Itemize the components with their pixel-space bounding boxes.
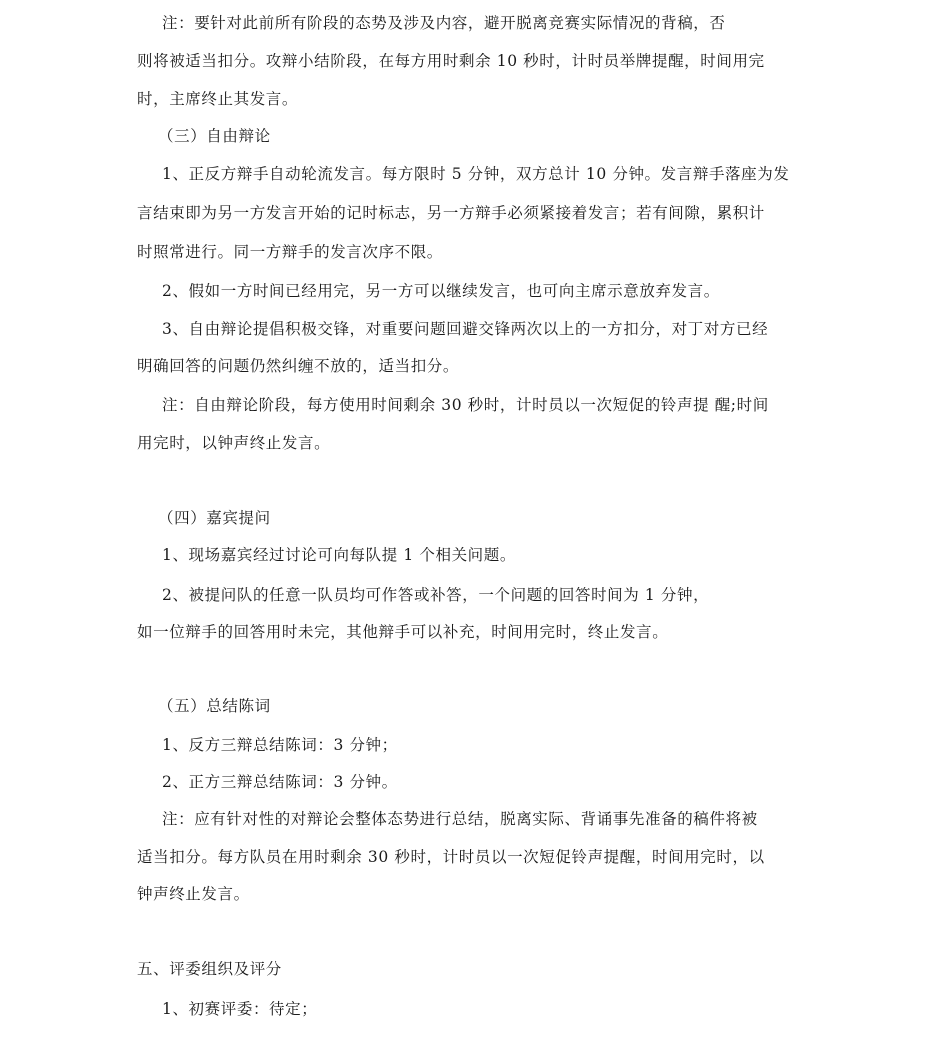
text-line: 2、正方三辩总结陈词：3 分钟。 [162, 773, 398, 791]
text-line: 如一位辩手的回答用时未完，其他辩手可以补充，时间用完时，终止发言。 [137, 623, 669, 641]
text-line: 2、假如一方时间已经用完，另一方可以继续发言，也可向主席示意放弃发言。 [162, 282, 720, 300]
text-line: 时照常进行。同一方辩手的发言次序不限。 [137, 243, 443, 261]
section-heading: （三）自由辩论 [158, 127, 271, 145]
text-line: 注：应有针对性的对辩论会整体态势进行总结，脱离实际、背诵事先准备的稿件将被 [162, 810, 758, 828]
text-line: 3、自由辩论提倡积极交锋，对重要问题回避交锋两次以上的一方扣分，对丁对方已经 [162, 320, 769, 338]
text-line: 1、正反方辩手自动轮流发言。每方限时 5 分钟，双方总计 10 分钟。发言辩手落座为发 [162, 165, 790, 183]
text-line: 言结束即为另一方发言开始的记时标志，另一方辩手必须紧接着发言；若有间隙，累积计 [137, 204, 765, 222]
section-heading: （五）总结陈词 [158, 697, 271, 715]
section-heading: 五、评委组织及评分 [137, 960, 282, 978]
text-line: 注：要针对此前所有阶段的态势及涉及内容，避开脱离竞赛实际情况的背稿，否 [162, 14, 726, 32]
text-line: 钟声终止发言。 [137, 885, 250, 903]
text-line: 用完时，以钟声终止发言。 [137, 434, 331, 452]
section-heading: （四）嘉宾提问 [158, 509, 271, 527]
text-line: 适当扣分。每方队员在用时剩余 30 秒时，计时员以一次短促铃声提醒，时间用完时，以 [137, 848, 765, 866]
text-line: 1、初赛评委：待定； [162, 1000, 318, 1018]
text-line: 则将被适当扣分。攻辩小结阶段，在每方用时剩余 10 秒时，计时员举牌提醒，时间用完 [137, 52, 765, 70]
text-line: 1、现场嘉宾经过讨论可向每队提 1 个相关问题。 [162, 546, 516, 564]
text-line: 明确回答的问题仍然纠缠不放的，适当扣分。 [137, 357, 460, 375]
text-line: 2、被提问队的任意一队员均可作答或补答，一个问题的回答时间为 1 分钟， [162, 586, 710, 604]
text-line: 时，主席终止其发言。 [137, 90, 299, 108]
text-line: 注：自由辩论阶段，每方使用时间剩余 30 秒时，计时员以一次短促的铃声提 醒;时间 [162, 396, 769, 414]
text-line: 1、反方三辩总结陈词：3 分钟； [162, 736, 398, 754]
